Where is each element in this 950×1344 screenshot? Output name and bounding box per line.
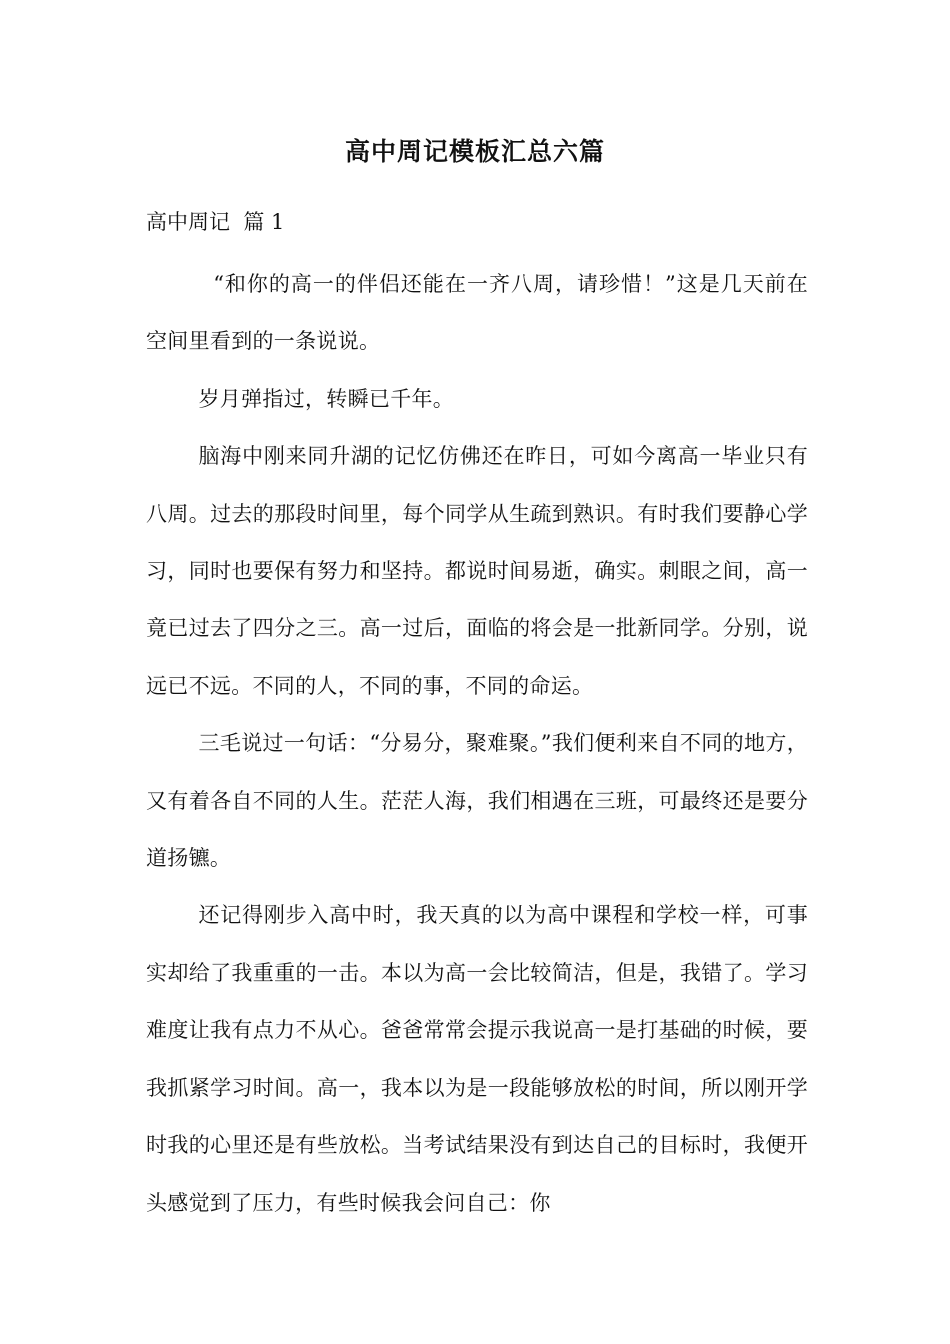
paragraph: 岁月弹指过，转瞬已千年。: [198, 386, 455, 411]
section-heading: 高中周记 篇 1: [146, 210, 285, 234]
paragraph: 还记得刚步入高中时，我天真的以为高中课程和学校一样，可事实却给了我重重的一击。本以为高一会比较简洁，但是，我错了。学习难度让我有点力不从心。爸爸常常会提示我说高一是打基础的时候，要我抓紧学习时间。高一，我本以为是一段能够放松的时间，所以刚开学时我的心里还是有些放松。当考试结果没有到达自己的目标时，我便开头感觉到了压力，有些时候我会问自己：你: [146, 903, 808, 1215]
document-title: 高中周记模板汇总六篇: [344, 137, 605, 166]
paragraph: 三毛说过一句话：“分易分，聚难聚。”我们便利来自不同的地方，又有着各自不同的人生。茫茫人海，我们相遇在三班，可最终还是要分道扬镳。: [146, 731, 808, 871]
paragraph: “和你的高一的伴侣还能在一齐八周，请珍惜！”这是几天前在空间里看到的一条说说。: [146, 272, 808, 354]
paragraph: 脑海中刚来同升湖的记忆仿佛还在昨日，可如今离高一毕业只有八周。过去的那段时间里，每个同学从生疏到熟识。有时我们要静心学习，同时也要保有努力和坚持。都说时间易逝，确实。刺眼之间，高一竟已过去了四分之三。高一过后，面临的将会是一批新同学。分别，说远已不远。不同的人，不同的事，不同的命运。: [146, 444, 808, 698]
document-body: [146, 256, 808, 1232]
